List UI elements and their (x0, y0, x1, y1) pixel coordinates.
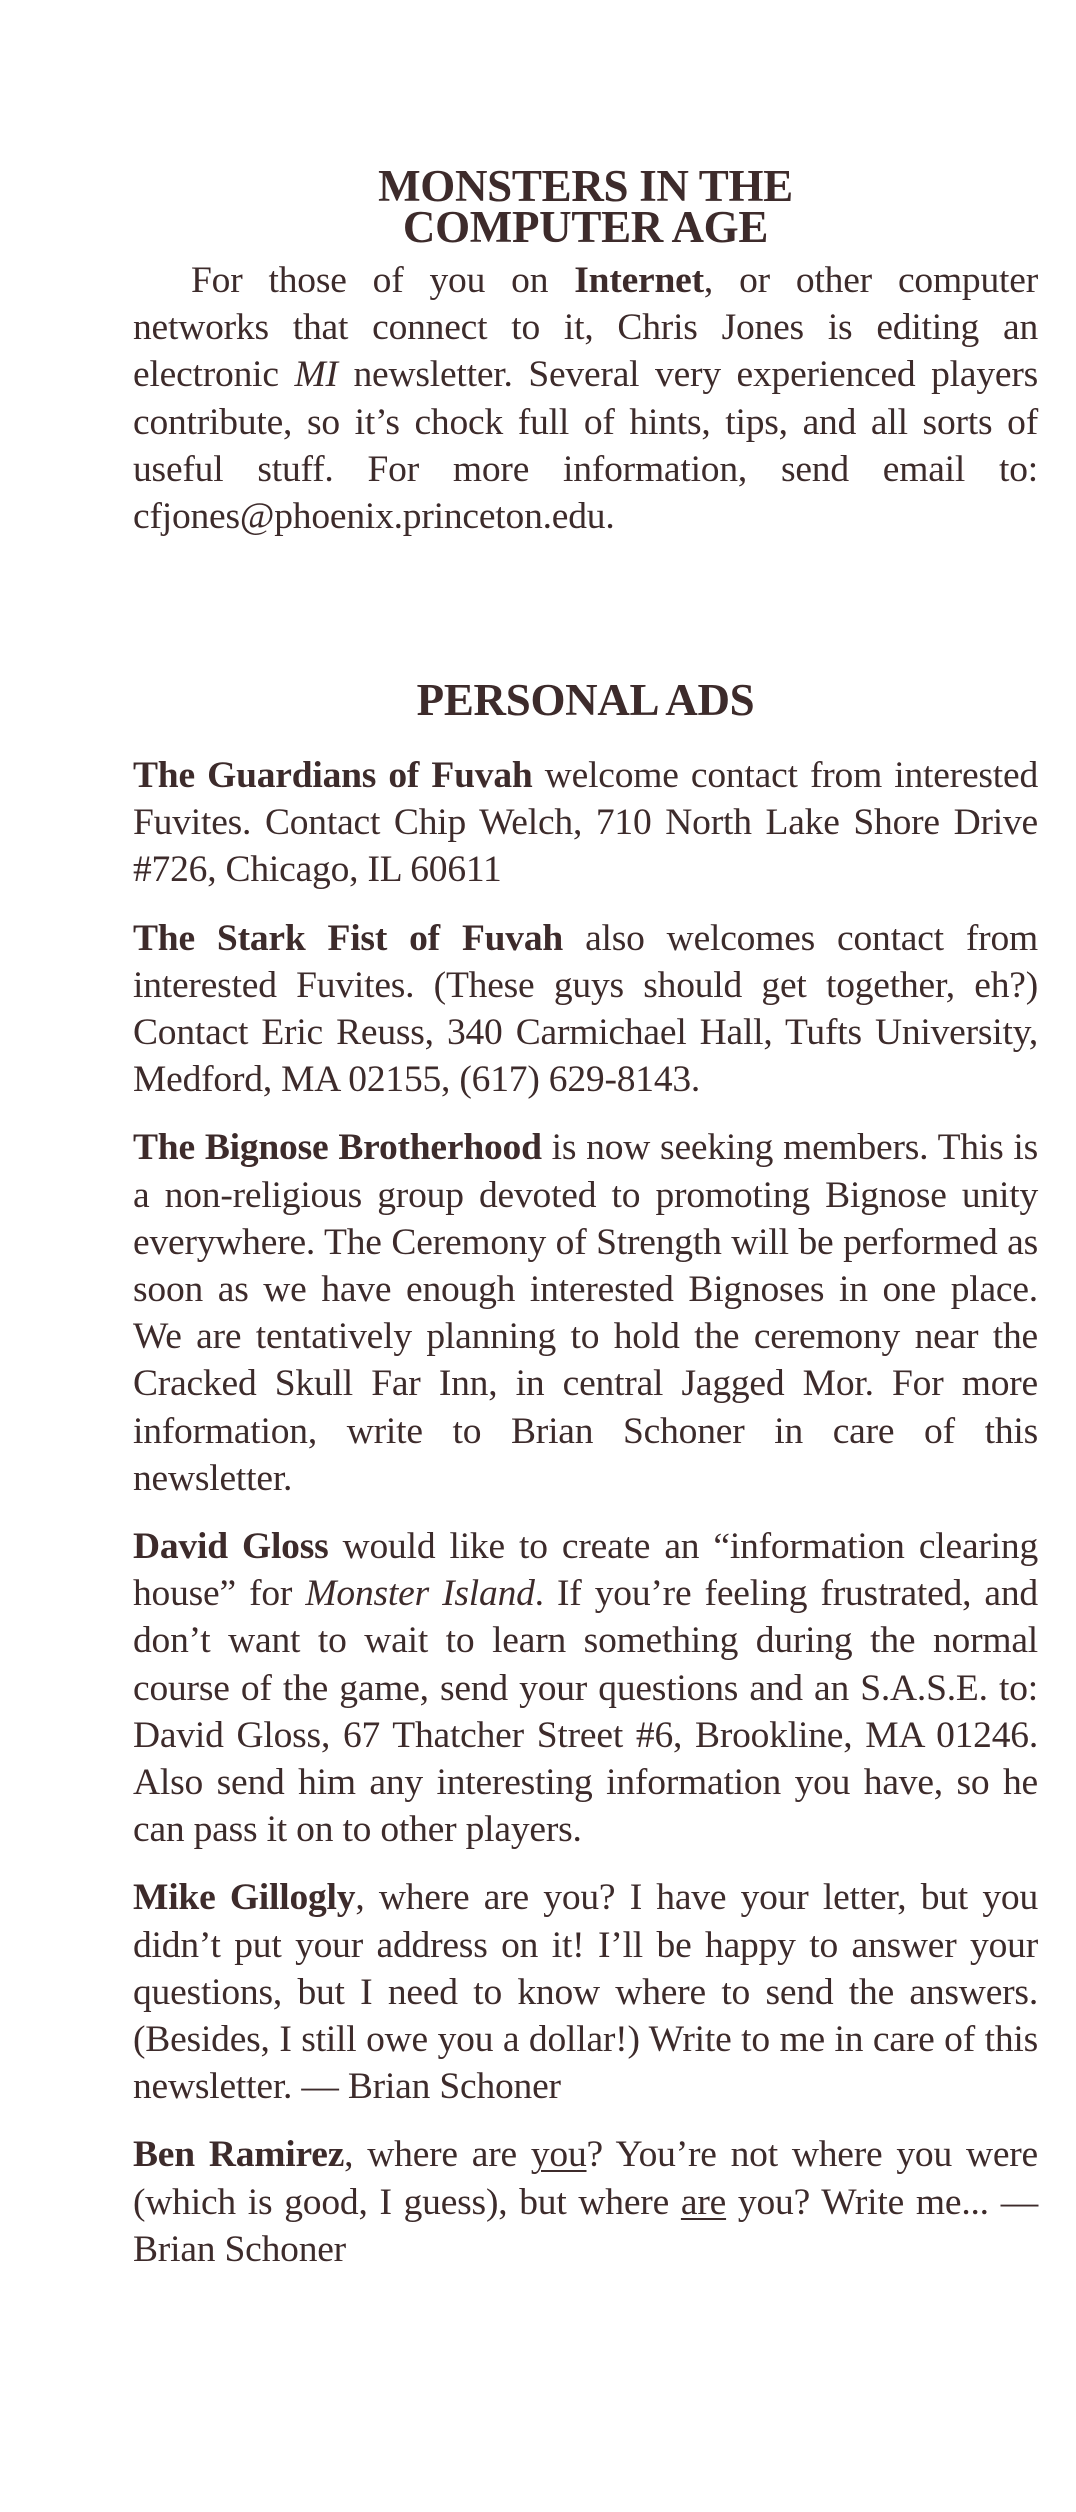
ad-mike-gillogly (133, 1874, 1038, 2110)
ad-ben-ramirez (133, 2131, 1038, 2273)
computer-age-paragraph (133, 257, 1038, 540)
computer-age-heading-line1: MONSTERS IN THE (378, 161, 793, 211)
text-run: For those of you on (191, 260, 575, 301)
ad-bignose-brotherhood (133, 1124, 1038, 1502)
personal-ads-heading: PERSONAL ADS (416, 675, 755, 725)
ad-text: would like to create an “information clearing house” for (133, 1526, 1038, 1615)
ad-name: Mike Gillogly (133, 1877, 356, 1919)
computer-age-heading (133, 161, 1038, 252)
ad-text: ? You’re not where you were (which is good, I guess), but where (133, 2134, 1038, 2223)
ad-text: also welcomes contact from interested Fuvites. (These guys should get together, eh?) Contact Eric Reuss, 340 Carmichael Hall, Tufts University, Medford, MA 02155, (617) 629-8143. (133, 917, 1038, 1101)
email-address: cfjones@phoenix.princeton.edu (133, 496, 606, 538)
underlined-word: are (680, 2181, 727, 2223)
computer-age-heading-line2: COMPUTER AGE (402, 202, 769, 252)
ad-text: , where are (344, 2134, 531, 2176)
ad-name: The Stark Fist of Fuvah (133, 917, 564, 959)
ad-stark-fist-of-fuvah (133, 915, 1038, 1104)
ad-text: , where are you? I have your letter, but you didn’t put your address on it! I’ll be happy to answer your questions, but I need to know where to send the answers. (Besides, I still owe you a dollar!) Write to me in care of this newsletter. — Brian Schoner (133, 1877, 1038, 2108)
ad-name: David Gloss (133, 1526, 329, 1568)
game-title: Monster Island (305, 1573, 535, 1615)
ad-text: . If you’re feeling frustrated, and don’t want to wait to learn something during the normal course of the game, send your questions and an S.A.S.E. to: David Gloss, 67 Thatcher Street #6, Brookline, MA 01246. Also send him any interesting information you have, so he can pass it on to other players. (133, 1573, 1038, 1851)
internet-term: Internet (574, 260, 704, 301)
ad-name: Ben Ramirez (133, 2134, 345, 2176)
ad-text: welcome contact from interested Fuvites. Contact Chip Welch, 710 North Lake Shore Drive #726, Chicago, IL 60611 (133, 755, 1038, 891)
personal-ads-list (133, 752, 1038, 2294)
text-run: . (605, 496, 615, 538)
ad-david-gloss (133, 1523, 1038, 1853)
underlined-word: you (530, 2134, 587, 2176)
ad-name: The Guardians of Fuvah (133, 755, 533, 796)
ad-name: The Bignose Brotherhood (133, 1127, 542, 1169)
ad-text: is now seeking members. This is a non-religious group devoted to promoting Bignose unity everywhere. The Ceremony of Strength will be performed as soon as we have enough interested Bignoses in one place. We are tentatively planning to hold the ceremony near the Cracked Skull Far Inn, in central Jagged Mor. For more information, write to Brian Schoner in care of this newsletter. (133, 1127, 1038, 1499)
text-run: , or other computer networks that connect to it, Chris Jones is editing an electronic (133, 260, 1038, 396)
text-run: newsletter. Several very experienced players contribute, so it’s chock full of hints, tips, and all sorts of useful stuff. For more information, send email to: (133, 354, 1038, 490)
ad-text: you? Write me... — Brian Schoner (133, 2181, 1038, 2270)
mi-abbrev: MI (294, 354, 338, 396)
ad-guardians-of-fuvah (133, 752, 1038, 894)
